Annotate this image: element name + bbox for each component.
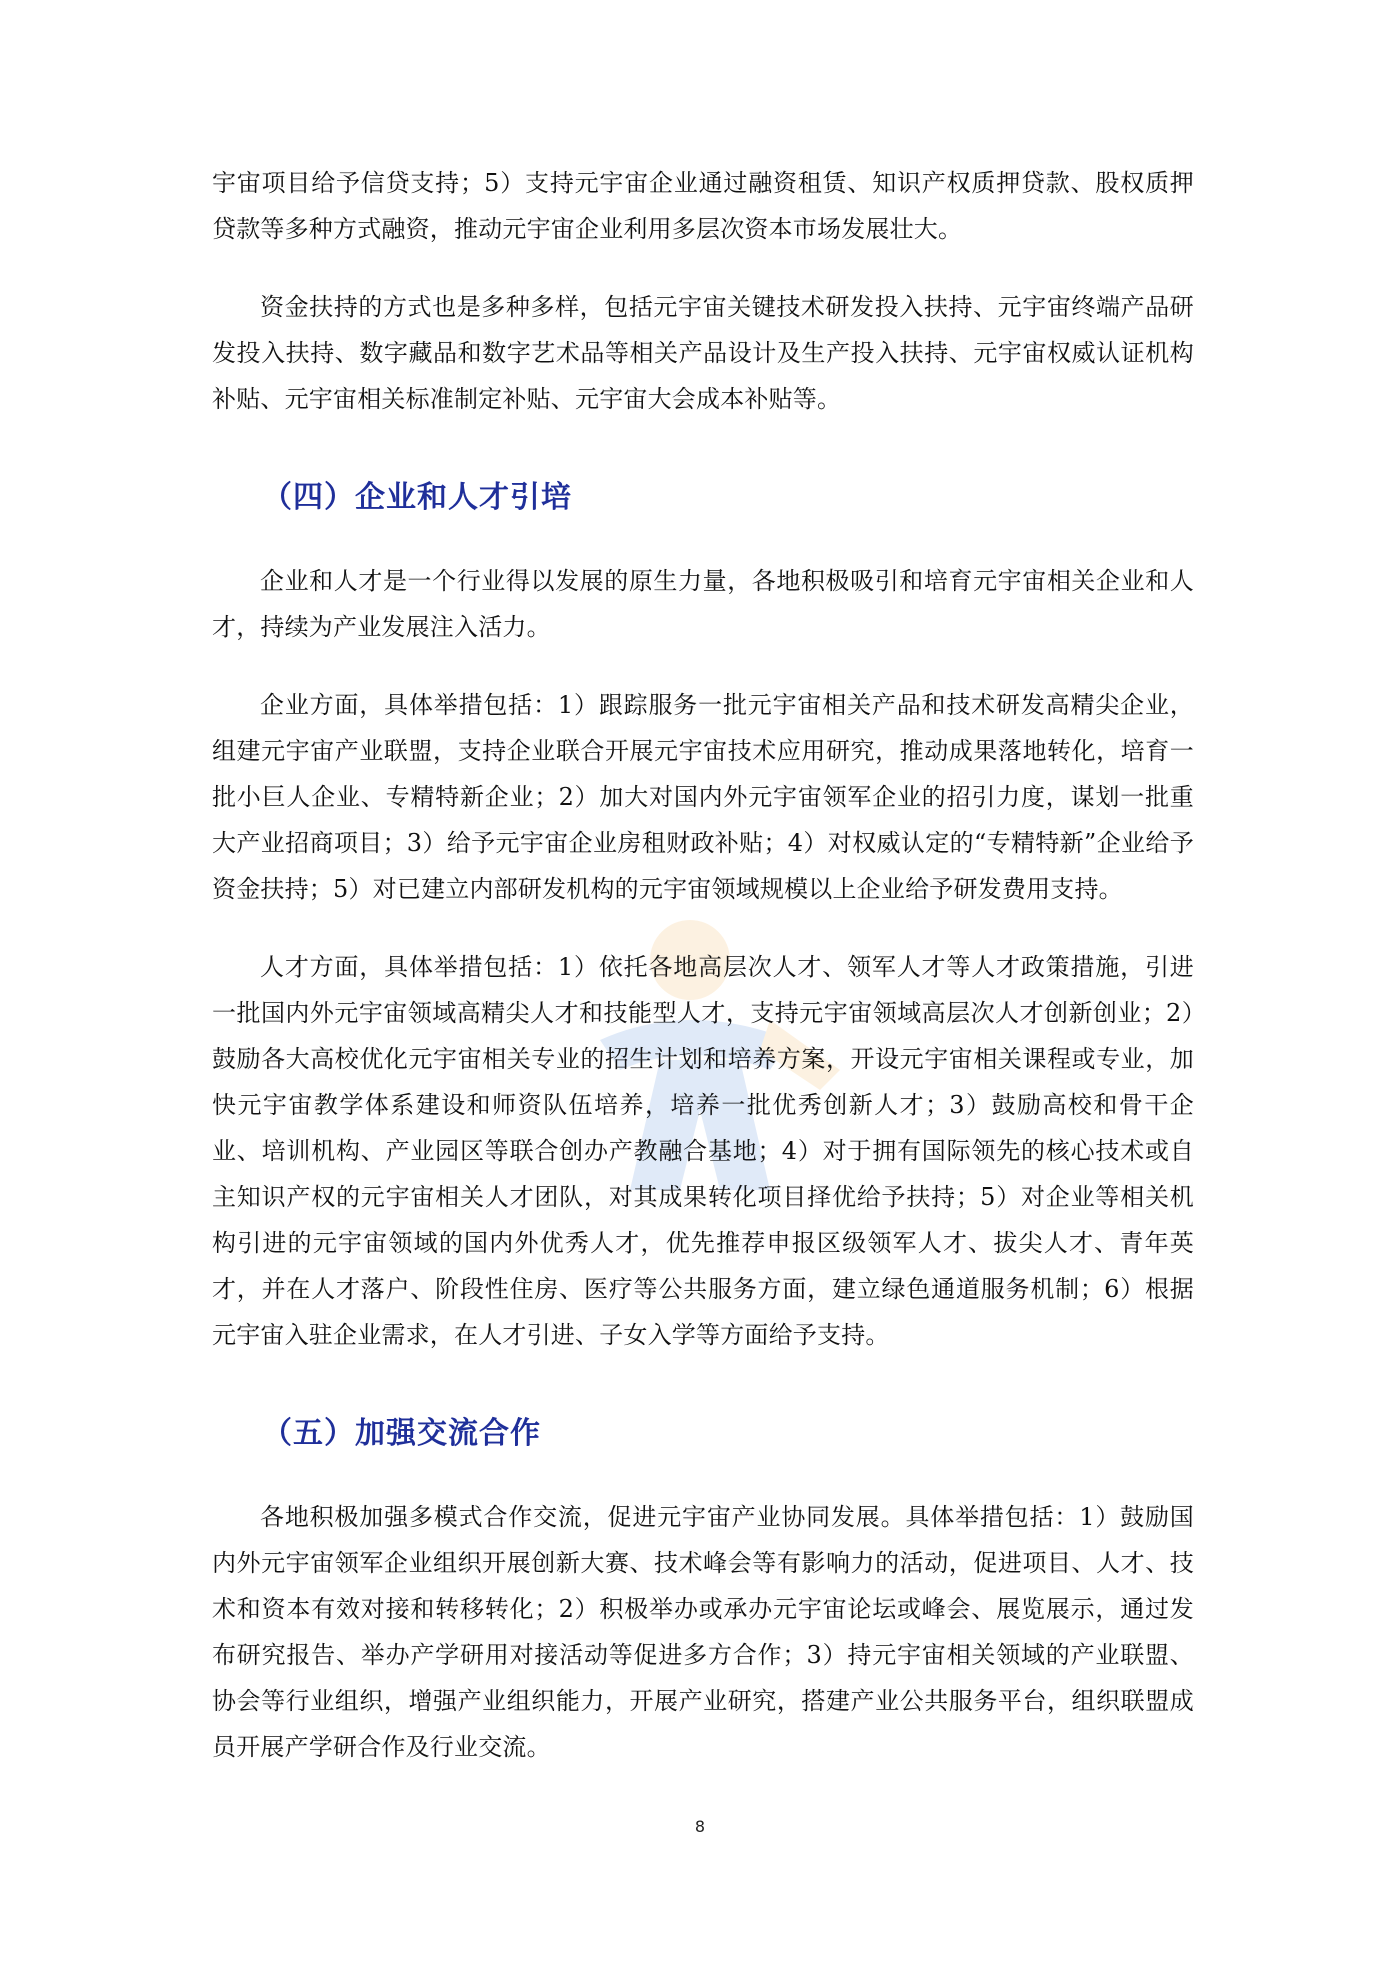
section-heading-cooperation: （五）加强交流合作 bbox=[262, 1416, 541, 1451]
cooperation-paragraph-1: 各地积极加强多模式合作交流，促进元宇宙产业协同发展。具体举措包括：1）鼓励国内外元宇宙领军企业组织开展创新大赛、技术峰会等有影响力的活动，促进项目、人才、技术和资本有效对接和转移转化；2）积极举办或承办元宇宙论坛或峰会、展览展示，通过发布研究报告、举办产学研用对接活动等促进多方合作；3）持元宇宙相关领域的产业联盟、协会等行业组织，增强产业组织能力，开展产业研究，搭建产业公共服务平台，组织联盟成员开展产学研合作及行业交流。 bbox=[212, 1503, 1194, 1761]
talent-paragraph-1: 企业和人才是一个行业得以发展的原生力量，各地积极吸引和培育元宇宙相关企业和人才，持续为产业发展注入活力。 bbox=[212, 567, 1194, 641]
intro-paragraph-1: 宇宙项目给予信贷支持；5）支持元宇宙企业通过融资租赁、知识产权质押贷款、股权质押贷款等多种方式融资，推动元宇宙企业利用多层次资本市场发展壮大。 bbox=[212, 169, 1194, 243]
intro-paragraph-2: 资金扶持的方式也是多种多样，包括元宇宙关键技术研发投入扶持、元宇宙终端产品研发投入扶持、数字藏品和数字艺术品等相关产品设计及生产投入扶持、元宇宙权威认证机构补贴、元宇宙相关标准制定补贴、元宇宙大会成本补贴等。 bbox=[212, 293, 1194, 413]
talent-paragraph-3: 人才方面，具体举措包括：1）依托各地高层次人才、领军人才等人才政策措施，引进一批国内外元宇宙领域高精尖人才和技能型人才，支持元宇宙领域高层次人才创新创业；2）鼓励各大高校优化元宇宙相关专业的招生计划和培养方案，开设元宇宙相关课程或专业，加快元宇宙教学体系建设和师资队伍培养，培养一批优秀创新人才；3）鼓励高校和骨干企业、培训机构、产业园区等联合创办产教融合基地；4）对于拥有国际领先的核心技术或自主知识产权的元宇宙相关人才团队，对其成果转化项目择优给予扶持；5）对企业等相关机构引进的元宇宙领域的国内外优秀人才，优先推荐申报区级领军人才、拔尖人才、青年英才，并在人才落户、阶段性住房、医疗等公共服务方面，建立绿色通道服务机制；6）根据元宇宙入驻企业需求，在人才引进、子女入学等方面给予支持。 bbox=[212, 953, 1194, 1349]
talent-paragraph-2: 企业方面，具体举措包括：1）跟踪服务一批元宇宙相关产品和技术研发高精尖企业，组建元宇宙产业联盟，支持企业联合开展元宇宙技术应用研究，推动成果落地转化，培育一批小巨人企业、专精特新企业；2）加大对国内外元宇宙领军企业的招引力度，谋划一批重大产业招商项目；3）给予元宇宙企业房租财政补贴；4）对权威认定的“专精特新”企业给予资金扶持；5）对已建立内部研发机构的元宇宙领域规模以上企业给予研发费用支持。 bbox=[212, 691, 1194, 903]
section-heading-talent: （四）企业和人才引培 bbox=[262, 480, 572, 515]
page-number: 8 bbox=[694, 1817, 706, 1836]
document-content bbox=[212, 160, 1194, 1802]
